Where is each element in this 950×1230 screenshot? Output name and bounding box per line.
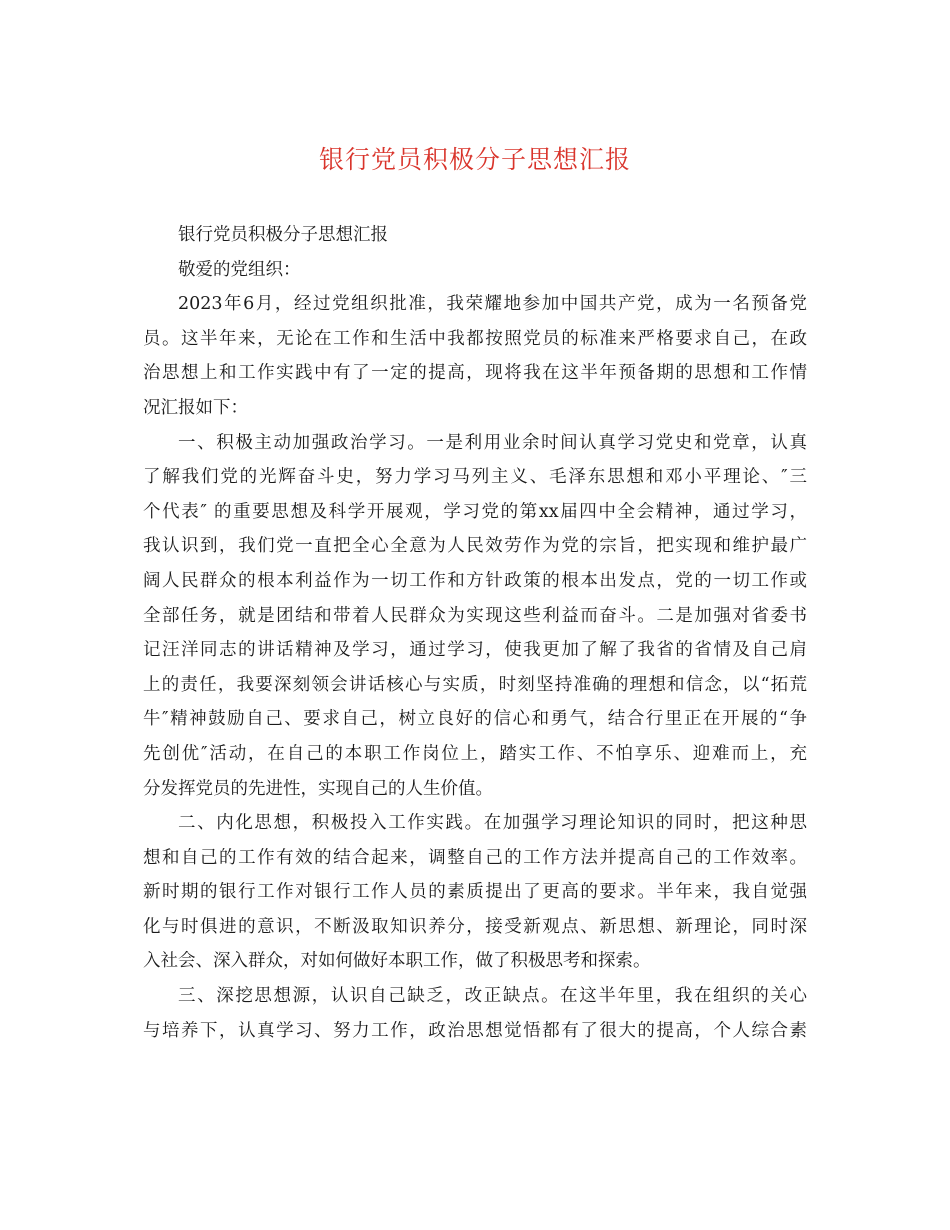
document-body <box>143 218 807 1048</box>
text-line: 况汇报如下： <box>143 397 248 418</box>
text-line: 敬爱的党组织： <box>178 259 301 280</box>
text-line: 记汪洋同志的讲话精神及学习，通过学习，使我更加了解了我省的省情及自己肩 <box>143 640 807 661</box>
text-line: 牛″精神鼓励自己、要求自己，树立良好的信心和勇气，结合行里正在开展的“争 <box>143 709 807 730</box>
text-line: 想和自己的工作有效的结合起来，调整自己的工作方法并提高自己的工作效率。 <box>143 847 807 868</box>
text-line: 2023年6月，经过党组织批准，我荣耀地参加中国共产党，成为一名预备党 <box>178 294 807 315</box>
text-line: 一、积极主动加强政治学习。一是利用业余时间认真学习党史和党章，认真 <box>178 432 807 453</box>
text-line: 治思想上和工作实践中有了一定的提高，现将我在这半年预备期的思想和工作情 <box>143 363 807 384</box>
text-line: 我认识到，我们党一直把全心全意为人民效劳作为党的宗旨，把实现和维护最广 <box>143 536 807 557</box>
text-line: 二、内化思想，积极投入工作实践。在加强学习理论知识的同时，把这种思 <box>178 813 807 834</box>
text-line: 个代表″ 的重要思想及科学开展观，学习党的第xx届四中全会精神，通过学习， <box>143 501 807 522</box>
text-line: 先创优″活动，在自己的本职工作岗位上，踏实工作、不怕享乐、迎难而上，充 <box>143 743 807 764</box>
document-title: 银行党员积极分子思想汇报 <box>318 145 631 174</box>
text-line: 分发挥党员的先进性，实现自己的人生价值。 <box>143 778 493 799</box>
text-line: 化与时俱进的意识，不断汲取知识养分，接受新观点、新思想、新理论，同时深 <box>143 916 807 937</box>
text-line: 银行党员积极分子思想汇报 <box>178 225 388 245</box>
text-line: 员。这半年来，无论在工作和生活中我都按照党员的标准来严格要求自己，在政 <box>143 328 807 349</box>
text-line: 阔人民群众的根本利益作为一切工作和方针政策的根本出发点，党的一切工作或 <box>143 570 807 591</box>
text-line: 与培养下，认真学习、努力工作，政治思想觉悟都有了很大的提高，个人综合素 <box>143 1020 807 1041</box>
text-line: 入社会、深入群众，对如何做好本职工作，做了积极思考和探索。 <box>143 951 651 972</box>
text-line: 全部任务，就是团结和带着人民群众为实现这些利益而奋斗。二是加强对省委书 <box>143 605 807 626</box>
text-line: 新时期的银行工作对银行工作人员的素质提出了更高的要求。半年来，我自觉强 <box>143 882 807 903</box>
text-line: 了解我们党的光辉奋斗史，努力学习马列主义、毛泽东思想和邓小平理论、″三 <box>143 467 807 488</box>
text-line: 上的责任，我要深刻领会讲话核心与实质，时刻坚持准确的理想和信念，以“拓荒 <box>143 674 807 695</box>
text-line: 三、深挖思想源，认识自己缺乏，改正缺点。在这半年里，我在组织的关心 <box>178 986 807 1007</box>
